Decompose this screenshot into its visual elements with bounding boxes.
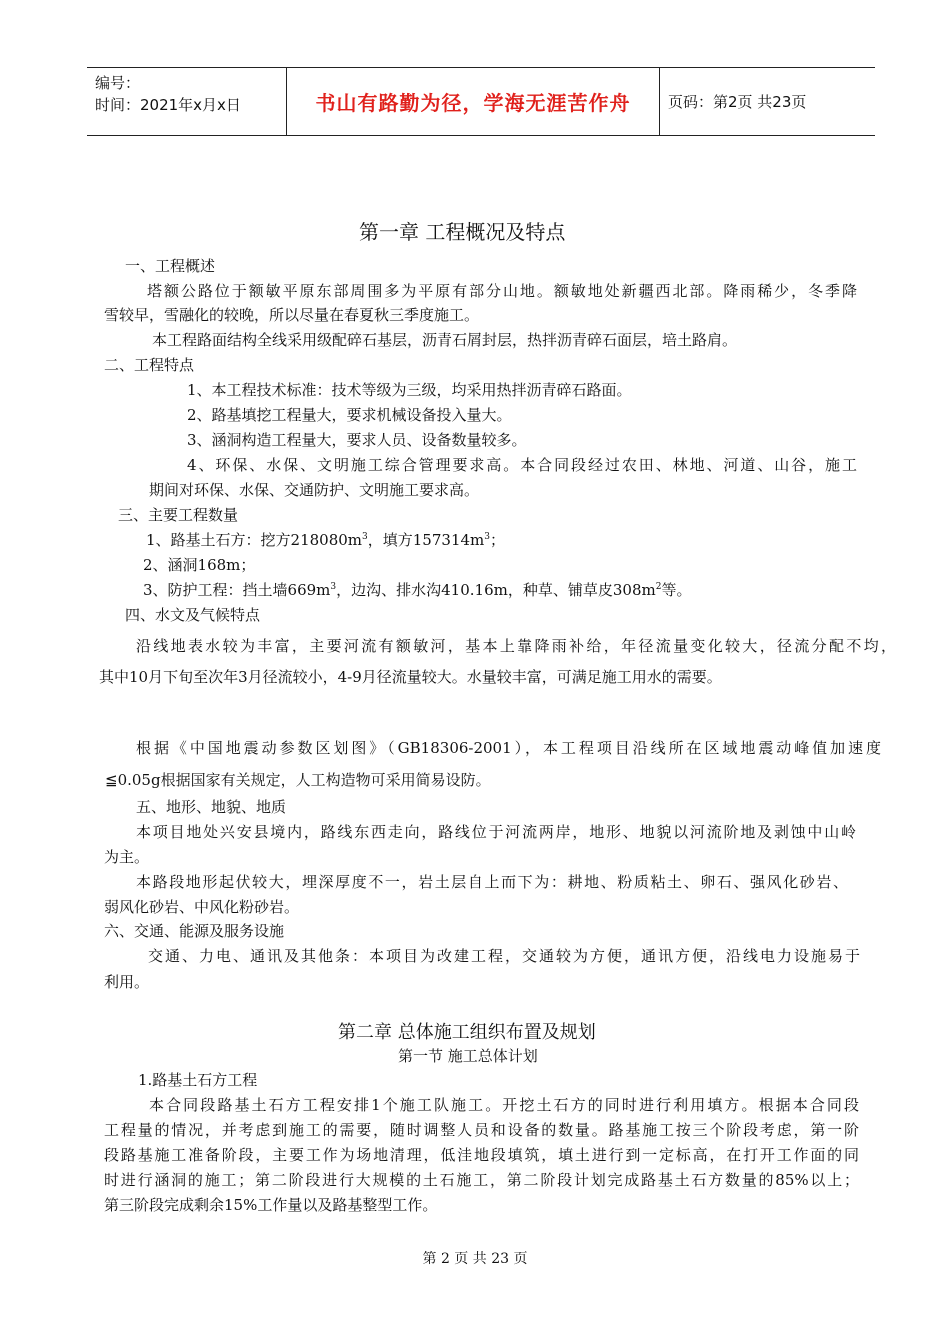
- section-heading: 第一节 施工总体计划: [398, 1047, 538, 1065]
- paragraph-line: 第三阶段完成剩余15%工作量以及路基整型工作。: [104, 1196, 438, 1214]
- paragraph-line: 本项目地处兴安县境内，路线东西走向，路线位于河流两岸，地形、地貌以河流阶地及剥蚀中山岭: [136, 823, 856, 841]
- unit-superscript: 3: [362, 532, 368, 542]
- list-item: [146, 530, 505, 550]
- paragraph-line: 为主。: [104, 848, 150, 866]
- paragraph-line: 时进行涵洞的施工；第二阶段进行大规模的土石施工，第二阶段计划完成路基土石方数量的85%以上；: [104, 1171, 859, 1189]
- header-meta: [87, 68, 286, 135]
- chapter-2-title: 第二章 总体施工组织布置及规划: [338, 1022, 596, 1043]
- page-header: [87, 67, 875, 136]
- page-footer: 第 2 页 共 23 页: [422, 1251, 528, 1267]
- list-item: 1、本工程技术标准：技术等级为三级，均采用热拌沥青碎石路面。: [187, 381, 632, 399]
- section-4-title: 四、水文及气候特点: [125, 606, 261, 624]
- paragraph-line: 根据《中国地震动参数区划图》（GB18306-2001），本工程项目沿线所在区域地震动峰值加速度: [136, 739, 881, 757]
- section-3-title: 三、主要工程数量: [118, 506, 239, 524]
- list-item: [143, 580, 691, 600]
- header-motto-cell: [286, 68, 660, 135]
- paragraph-line: 段路基施工准备阶段，主要工作为场地清理，低洼地段填筑，填土进行到一定标高，在打开工作面的同: [104, 1146, 859, 1164]
- unit-superscript: 3: [484, 532, 490, 542]
- section-5-title: 五、地形、地貌、地质: [136, 798, 287, 816]
- paragraph-line: 其中10月下旬至次年3月径流较小，4-9月径流量较大。水量较丰富，可满足施工用水的需要。: [99, 668, 722, 686]
- unit-superscript: 2: [655, 582, 662, 592]
- time-label: 时间：2021年x月x日: [95, 96, 241, 114]
- quantity-text: 等。: [661, 581, 692, 599]
- quantity-text: ，边沟、排水沟410.16m，种草、铺草皮308m: [336, 581, 656, 599]
- paragraph-line: 本工程路面结构全线采用级配碎石基层，沥青石屑封层，热拌沥青碎石面层，培土路肩。: [152, 331, 738, 349]
- number-label: 编号：: [95, 74, 141, 92]
- quantity-text: ，填方157314m: [367, 531, 485, 549]
- paragraph-line: 塔额公路位于额敏平原东部周围多为平原有部分山地。额敏地处新疆西北部。降雨稀少，冬季降: [147, 282, 857, 300]
- paragraph-line: 工程量的情况，并考虑到施工的需要，随时调整人员和设备的数量。路基施工按三个阶段考虑，第一阶: [104, 1121, 859, 1139]
- section-2-title: 二、工程特点: [104, 356, 195, 374]
- header-motto: 书山有路勤为径，学海无涯苦作舟: [315, 91, 631, 115]
- section-1-title: 一、工程概述: [125, 257, 216, 275]
- section-6-title: 六、交通、能源及服务设施: [104, 922, 285, 940]
- quantity-text: 3、防护工程：挡土墙669m: [143, 581, 331, 599]
- chapter-1-title: 第一章 工程概况及特点: [359, 220, 566, 244]
- quantity-text: ；: [490, 531, 506, 549]
- list-item: 4、环保、水保、文明施工综合管理要求高。本合同段经过农田、林地、河道、山谷，施工: [187, 456, 857, 474]
- subsection-heading: 1.路基土石方工程: [138, 1071, 258, 1089]
- paragraph-line: 利用。: [104, 973, 150, 991]
- paragraph-line: ≦0.05g根据国家有关规定，人工构造物可采用简易设防。: [105, 771, 491, 789]
- unit-superscript: 3: [330, 582, 337, 592]
- list-item: 2、涵洞168m；: [143, 556, 256, 574]
- paragraph-line: 沿线地表水较为丰富，主要河流有额敏河，基本上靠降雨补给，年径流量变化较大，径流分配不均，: [136, 637, 896, 655]
- list-item: 2、路基填挖工程量大，要求机械设备投入量大。: [187, 406, 512, 424]
- header-page-code: 页码：第2页 共23页: [668, 93, 807, 111]
- paragraph-line: 本路段地形起伏较大，埋深厚度不一，岩土层自上而下为：耕地、粉质粘土、卵石、强风化砂岩、: [136, 873, 848, 891]
- list-item-continued: 期间对环保、水保、交通防护、文明施工要求高。: [149, 481, 480, 499]
- quantity-text: 1、路基土石方：挖方218080m: [146, 531, 363, 549]
- list-item: 3、涵洞构造工程量大，要求人员、设备数量较多。: [187, 431, 527, 449]
- paragraph-line: 弱风化砂岩、中风化粉砂岩。: [104, 898, 300, 916]
- paragraph-line: 雪较早，雪融化的较晚，所以尽量在春夏秋三季度施工。: [104, 306, 480, 324]
- paragraph-line: 本合同段路基土石方工程安排1个施工队施工。开挖土石方的同时进行利用填方。根据本合同段: [149, 1096, 859, 1114]
- paragraph-line: 交通、力电、通讯及其他条：本项目为改建工程，交通较为方便，通讯方便，沿线电力设施易于: [148, 947, 860, 965]
